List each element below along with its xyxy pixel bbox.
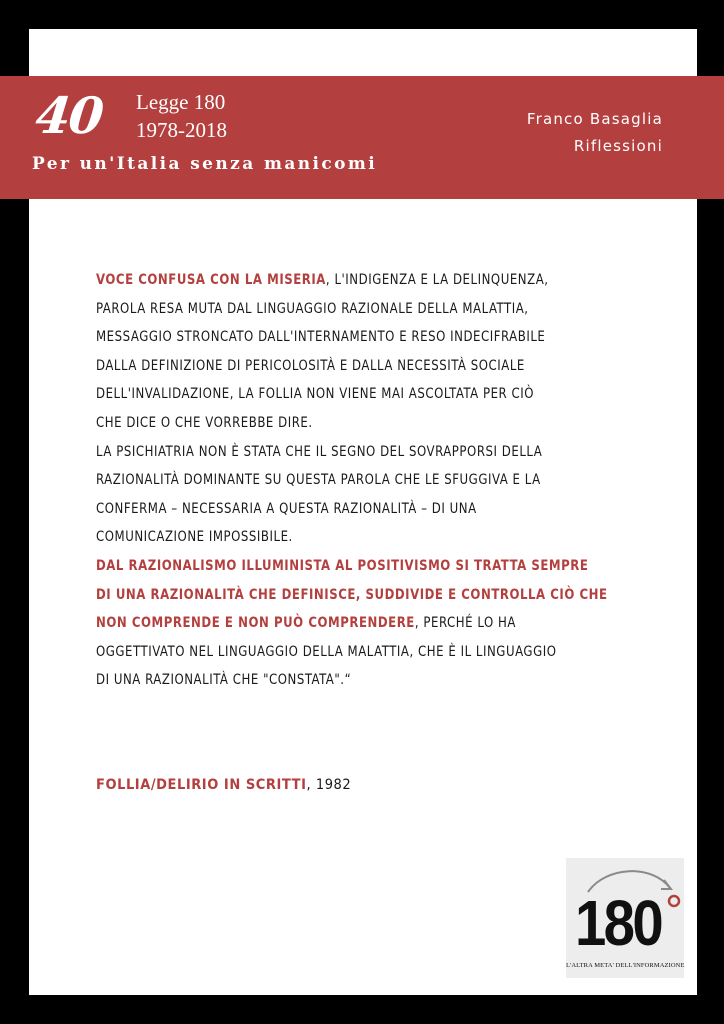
quote-line: CHE DICE O CHE VORREBBE DIRE. bbox=[96, 414, 313, 431]
quote-line: DI UNA RAZIONALITÀ CHE "CONSTATA".“ bbox=[96, 672, 352, 689]
quote-line: , L'INDIGENZA E LA DELINQUENZA, bbox=[325, 272, 549, 288]
law-years: 1978-2018 bbox=[136, 118, 227, 142]
section-name: Riflessioni bbox=[573, 137, 663, 155]
author-name: Franco Basaglia bbox=[526, 110, 663, 128]
quote-highlight-line: DAL RAZIONALISMO ILLUMINISTA AL POSITIVISMO SI TRATTA SEMPRE bbox=[96, 557, 589, 574]
quote-text bbox=[96, 266, 608, 695]
quote-line: OGGETTIVATO NEL LINGUAGGIO DELLA MALATTIA, CHE È IL LINGUAGGIO bbox=[96, 643, 557, 660]
quote-line: CONFERMA – NECESSARIA A QUESTA RAZIONALITÀ – DI UNA bbox=[96, 500, 477, 517]
quote-line: , PERCHÉ LO HA bbox=[414, 615, 516, 632]
quote-line: RAZIONALITÀ DOMINANTE SU QUESTA PAROLA CHE LE SFUGGIVA E LA bbox=[96, 472, 541, 489]
quote-line: LA PSICHIATRIA NON È STATA CHE IL SEGNO DEL SOVRAPPORSI DELLA bbox=[96, 443, 543, 460]
citation-year: , 1982 bbox=[306, 777, 352, 793]
quote-line: PAROLA RESA MUTA DAL LINGUAGGIO RAZIONALE DELLA MALATTIA, bbox=[96, 300, 529, 317]
degree-icon bbox=[669, 896, 679, 906]
law-name: Legge 180 bbox=[136, 90, 226, 114]
header-banner bbox=[0, 76, 724, 199]
quote-paragraph-1 bbox=[96, 266, 582, 438]
quote-paragraph-2 bbox=[96, 438, 582, 552]
quote-highlight-line: DI UNA RAZIONALITÀ CHE DEFINISCE, SUDDIVIDE E CONTROLLA CIÒ CHE bbox=[96, 586, 608, 603]
quote-line: DALLA DEFINIZIONE DI PERICOLOSITÀ E DALLA NECESSITÀ SOCIALE bbox=[96, 357, 525, 374]
quote-line: DELL'INVALIDAZIONE, LA FOLLIA NON VIENE MAI ASCOLTATA PER CIÒ bbox=[96, 386, 535, 403]
quote-highlight-line: NON COMPRENDE E NON PUÒ COMPRENDERE bbox=[96, 615, 415, 632]
author-block bbox=[527, 106, 663, 160]
quote-paragraph-3 bbox=[96, 552, 608, 695]
quote-line: COMUNICAZIONE IMPOSSIBILE. bbox=[96, 529, 293, 546]
quote-line: MESSAGGIO STRONCATO DALL'INTERNAMENTO E RESO INDECIFRABILE bbox=[96, 329, 546, 346]
quote-highlight-1: VOCE CONFUSA CON LA MISERIA bbox=[96, 272, 326, 288]
logo-caption: L'ALTRA META' DELL'INFORMAZIONE bbox=[566, 962, 685, 969]
anniversary-number: 40 bbox=[32, 86, 105, 145]
citation-work: FOLLIA/DELIRIO IN SCRITTI bbox=[96, 777, 307, 793]
law-block bbox=[136, 88, 227, 144]
tagline: Per un'Italia senza manicomi bbox=[32, 154, 378, 174]
citation bbox=[96, 777, 351, 793]
logo-180 bbox=[566, 858, 684, 978]
logo-number: 180 bbox=[575, 887, 662, 959]
